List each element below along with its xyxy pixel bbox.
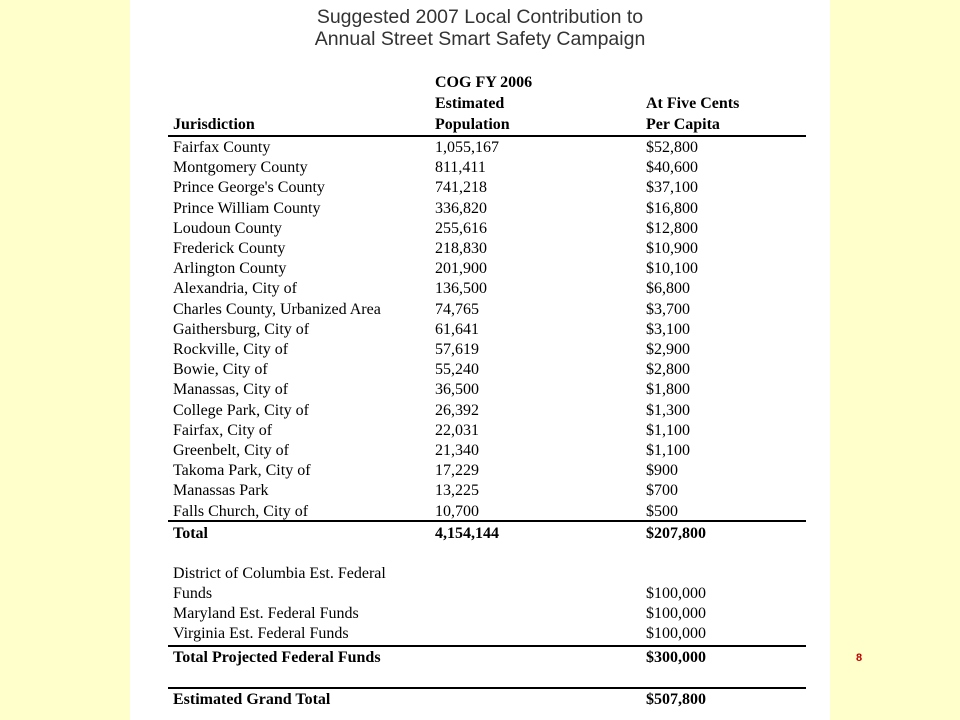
row-population: 218,830 (435, 240, 487, 257)
row-jurisdiction: College Park, City of (173, 401, 309, 419)
row-jurisdiction: Arlington County (173, 260, 287, 278)
federal-total-label: Total Projected Federal Funds (173, 649, 381, 666)
row-population: 741,218 (435, 179, 487, 197)
row-contribution: $3,100 (646, 320, 690, 338)
row-jurisdiction: Prince William County (173, 199, 321, 217)
federal-total-amount: $300,000 (646, 649, 706, 666)
header-contribution-line-1: At Five Cents (646, 95, 740, 112)
row-contribution: $6,800 (646, 280, 690, 298)
header-contribution-line-2: Per Capita (646, 116, 720, 133)
row-jurisdiction: Gaithersburg, City of (173, 320, 310, 338)
header-rule (168, 135, 806, 137)
row-jurisdiction: Loudoun County (173, 219, 282, 237)
row-population: 13,225 (435, 482, 479, 500)
row-population: 36,500 (435, 381, 479, 399)
header-jurisdiction: Jurisdiction (173, 116, 255, 133)
row-contribution: $2,900 (646, 341, 690, 358)
row-contribution: $700 (646, 482, 678, 500)
row-contribution: $10,100 (646, 260, 698, 278)
row-contribution: $3,700 (646, 300, 690, 318)
federal-total-rule (168, 645, 806, 647)
row-jurisdiction: Prince George's County (173, 179, 325, 197)
row-contribution: $500 (646, 502, 678, 520)
federal-row-label: District of Columbia Est. Federal (173, 565, 386, 582)
row-contribution: $12,800 (646, 219, 698, 237)
row-population: 10,700 (435, 502, 479, 520)
row-contribution: $10,900 (646, 240, 698, 257)
title-line-1: Suggested 2007 Local Contribution to (316, 6, 644, 28)
page-title (130, 6, 830, 50)
row-jurisdiction: Frederick County (173, 240, 286, 257)
row-population: 811,411 (435, 159, 486, 177)
federal-row-label: Virginia Est. Federal Funds (173, 625, 349, 642)
row-contribution: $52,800 (646, 139, 698, 156)
row-population: 26,392 (435, 401, 479, 419)
federal-row-label: Funds (173, 585, 213, 602)
grand-total-label: Estimated Grand Total (173, 691, 331, 708)
row-contribution: $1,800 (646, 381, 690, 399)
row-jurisdiction: Falls Church, City of (173, 502, 309, 520)
row-contribution: $16,800 (646, 199, 698, 217)
row-jurisdiction: Fairfax, City of (173, 421, 273, 439)
header-population-line-2: Estimated (435, 95, 505, 112)
row-jurisdiction: Charles County, Urbanized Area (173, 300, 381, 318)
row-population: 1,055,167 (435, 139, 499, 156)
row-jurisdiction: Fairfax County (173, 139, 271, 156)
row-population: 21,340 (435, 442, 479, 459)
row-contribution: $1,100 (646, 421, 690, 439)
page-number: 8 (856, 652, 863, 664)
row-contribution: $40,600 (646, 159, 698, 177)
row-population: 55,240 (435, 361, 479, 379)
row-contribution: $1,100 (646, 442, 690, 459)
row-jurisdiction: Manassas, City of (173, 381, 289, 399)
row-jurisdiction: Manassas Park (173, 482, 269, 500)
row-population: 201,900 (435, 260, 487, 278)
row-population: 17,229 (435, 462, 479, 480)
row-jurisdiction: Bowie, City of (173, 361, 268, 379)
row-population: 336,820 (435, 199, 487, 217)
total-rule (168, 520, 806, 522)
row-jurisdiction: Takoma Park, City of (173, 462, 311, 480)
row-population: 74,765 (435, 300, 479, 318)
row-contribution: $900 (646, 462, 678, 480)
total-label: Total (173, 525, 208, 542)
row-jurisdiction: Greenbelt, City of (173, 442, 289, 459)
federal-row-amount: $100,000 (646, 625, 706, 642)
row-contribution: $37,100 (646, 179, 698, 197)
row-jurisdiction: Rockville, City of (173, 341, 289, 358)
row-jurisdiction: Montgomery County (173, 159, 308, 177)
row-population: 255,616 (435, 219, 487, 237)
title-line-2: Annual Street Smart Safety Campaign (314, 28, 646, 50)
row-population: 57,619 (435, 341, 479, 358)
row-population: 61,641 (435, 320, 479, 338)
row-population: 136,500 (435, 280, 487, 298)
header-population-line-1: COG FY 2006 (435, 74, 533, 91)
total-population: 4,154,144 (435, 525, 499, 542)
row-population: 22,031 (435, 421, 479, 439)
federal-row-amount: $100,000 (646, 605, 706, 622)
grand-total-amount: $507,800 (646, 691, 706, 708)
row-contribution: $2,800 (646, 361, 690, 379)
federal-row-label: Maryland Est. Federal Funds (173, 605, 359, 622)
grand-total-rule (168, 687, 806, 689)
total-contribution: $207,800 (646, 525, 706, 542)
header-population-line-3: Population (435, 116, 510, 133)
row-jurisdiction: Alexandria, City of (173, 280, 297, 298)
row-contribution: $1,300 (646, 401, 690, 419)
federal-row-amount: $100,000 (646, 585, 706, 602)
